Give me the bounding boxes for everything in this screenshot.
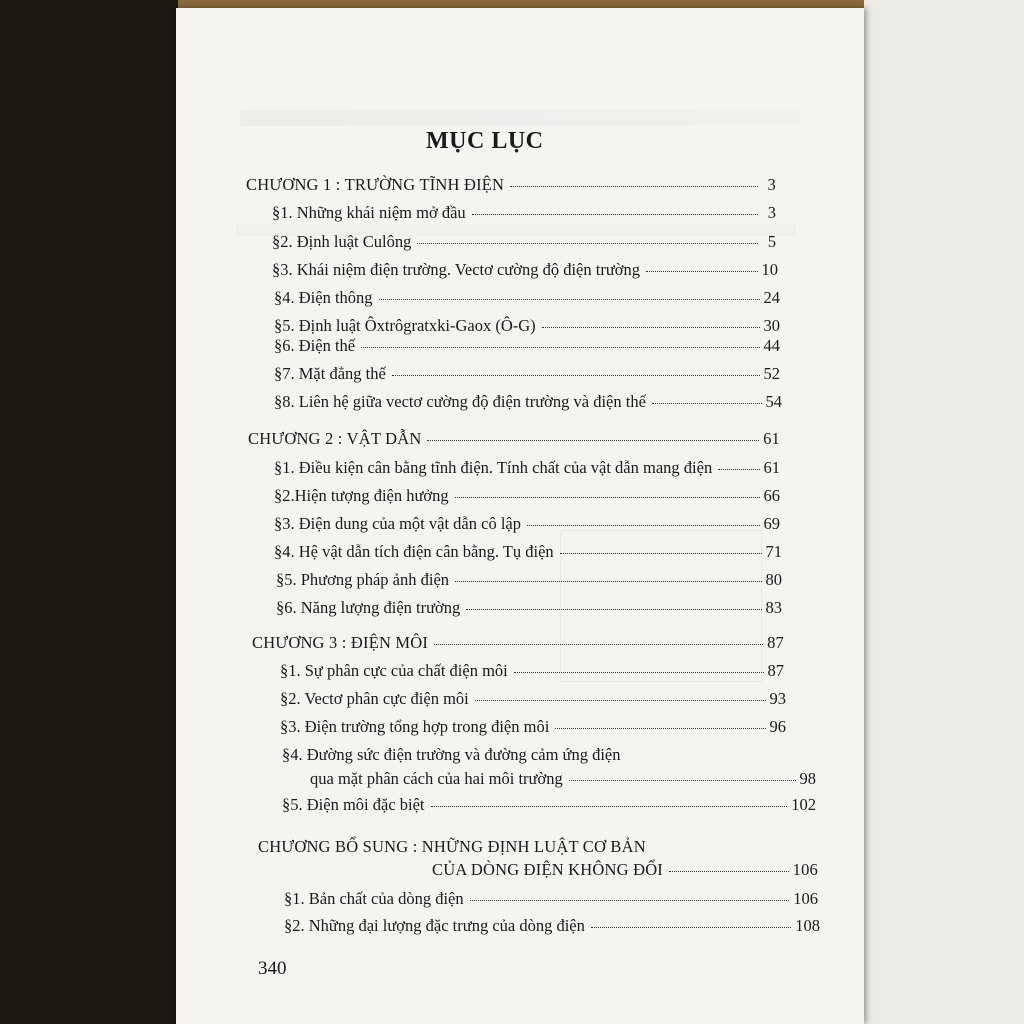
toc-section bbox=[284, 916, 820, 940]
dot-leader bbox=[472, 214, 758, 215]
toc-entry-label: CHƯƠNG 2 : VẬT DẪN bbox=[248, 429, 422, 448]
toc-section bbox=[274, 458, 780, 482]
toc-entry-label: §2.Hiện tượng điện hưởng bbox=[274, 486, 449, 505]
page-number: 340 bbox=[258, 958, 287, 979]
toc-entry-label: §1. Bản chất của dòng điện bbox=[284, 889, 464, 908]
toc-section bbox=[274, 542, 782, 566]
dot-leader bbox=[455, 581, 761, 582]
toc-section bbox=[272, 203, 776, 227]
toc-entry-label: §1. Sự phân cực của chất điện môi bbox=[280, 661, 508, 680]
toc-section bbox=[276, 598, 782, 622]
toc-page-number: 71 bbox=[765, 542, 782, 561]
toc-entry-label: §6. Điện thế bbox=[274, 336, 356, 355]
toc-entry-label: §1. Những khái niệm mở đầu bbox=[272, 203, 466, 222]
toc-page-number: 3 bbox=[767, 203, 776, 222]
toc-page-number: 61 bbox=[763, 458, 780, 477]
dot-leader bbox=[718, 469, 759, 470]
toc-section bbox=[276, 570, 782, 594]
toc-page-number: 52 bbox=[763, 364, 780, 383]
toc-section-label: §4. Đường sức điện trường và đường cảm ứng điện bbox=[282, 745, 621, 764]
toc-page-number: 3 bbox=[767, 175, 776, 194]
toc-entry-label: §8. Liên hệ giữa vectơ cường độ điện trường và điện thế bbox=[274, 392, 646, 411]
toc-page-number: 108 bbox=[795, 916, 820, 935]
dot-leader bbox=[417, 243, 758, 244]
dot-leader bbox=[555, 728, 765, 729]
toc-section bbox=[274, 288, 780, 312]
toc-section bbox=[280, 661, 784, 685]
toc-page-number: 106 bbox=[792, 860, 818, 879]
toc-page-number: 10 bbox=[761, 260, 778, 279]
toc-entry-label: §2. Vectơ phân cực điện môi bbox=[280, 689, 469, 708]
dot-leader bbox=[652, 403, 762, 404]
toc-entry-label: §4. Hệ vật dẫn tích điện cân bằng. Tụ điện bbox=[274, 542, 554, 561]
toc-entry-label: §3. Điện trường tổng hợp trong điện môi bbox=[280, 717, 550, 736]
dot-leader bbox=[431, 806, 788, 807]
toc-section bbox=[272, 260, 778, 284]
toc-entry-label: §5. Phương pháp ảnh điện bbox=[276, 570, 450, 589]
toc-page-number: 96 bbox=[769, 717, 786, 736]
dot-leader bbox=[361, 347, 759, 348]
toc-page-number: 54 bbox=[765, 392, 782, 411]
toc-entry-label: §5. Điện môi đặc biệt bbox=[282, 795, 425, 814]
toc-page-number: 24 bbox=[763, 288, 780, 307]
toc-section bbox=[274, 336, 780, 360]
toc-section bbox=[282, 795, 816, 819]
toc-page-number: 80 bbox=[765, 570, 782, 589]
toc-entry-label: CHƯƠNG 1 : TRƯỜNG TĨNH ĐIỆN bbox=[246, 175, 505, 194]
dot-leader bbox=[434, 644, 763, 645]
toc-section bbox=[284, 889, 818, 913]
dot-leader bbox=[542, 327, 760, 328]
dot-leader bbox=[475, 700, 766, 701]
toc-entry-label: §2. Định luật Culông bbox=[272, 232, 412, 251]
toc-entry-label: §6. Năng lượng điện trường bbox=[276, 598, 461, 617]
dot-leader bbox=[392, 375, 760, 376]
toc-page-number: 93 bbox=[769, 689, 786, 708]
toc-entry-label: CHƯƠNG 3 : ĐIỆN MÔI bbox=[252, 633, 429, 652]
dot-leader bbox=[379, 299, 760, 300]
toc-entry-label: CỦA DÒNG ĐIỆN KHÔNG ĐỔI bbox=[432, 860, 663, 879]
toc-entry-label: qua mặt phân cách của hai môi trường bbox=[310, 769, 563, 788]
toc-section bbox=[274, 364, 780, 388]
toc-section bbox=[280, 717, 786, 741]
dot-leader bbox=[646, 271, 758, 272]
toc-chapter-label: CHƯƠNG BỔ SUNG : NHỮNG ĐỊNH LUẬT CƠ BẢN bbox=[258, 837, 646, 856]
dot-leader bbox=[560, 553, 762, 554]
toc-entry-label: §7. Mặt đẳng thế bbox=[274, 364, 386, 383]
toc-chapter bbox=[252, 633, 784, 657]
dot-leader bbox=[527, 525, 760, 526]
dot-leader bbox=[669, 871, 789, 872]
toc-chapter bbox=[432, 860, 818, 884]
toc-chapter bbox=[248, 429, 780, 453]
toc-page-number: 87 bbox=[767, 661, 784, 680]
toc-section bbox=[272, 232, 776, 256]
dot-leader bbox=[510, 186, 758, 187]
toc-page-number: 30 bbox=[763, 316, 780, 335]
toc-page-number: 5 bbox=[767, 232, 776, 251]
toc-entry-label: §2. Những đại lượng đặc trưng của dòng điện bbox=[284, 916, 585, 935]
dot-leader bbox=[569, 780, 796, 781]
toc-page-number: 83 bbox=[765, 598, 782, 617]
dot-leader bbox=[427, 440, 759, 441]
dot-leader bbox=[514, 672, 764, 673]
toc-chapter bbox=[246, 175, 776, 199]
toc-entry-label: §3. Điện dung của một vật dẫn cô lập bbox=[274, 514, 521, 533]
toc-section bbox=[274, 392, 782, 416]
toc-section bbox=[274, 514, 780, 538]
toc-section bbox=[310, 769, 816, 793]
toc-section bbox=[280, 689, 786, 713]
toc-entry-label: §4. Điện thông bbox=[274, 288, 373, 307]
toc-section bbox=[274, 486, 780, 510]
toc-page-number: 69 bbox=[763, 514, 780, 533]
dot-leader bbox=[455, 497, 760, 498]
toc-page-number: 87 bbox=[767, 633, 784, 652]
toc-page-number: 98 bbox=[799, 769, 816, 788]
dot-leader bbox=[591, 927, 791, 928]
toc-page-number: 66 bbox=[763, 486, 780, 505]
dot-leader bbox=[466, 609, 761, 610]
toc-page-number: 61 bbox=[763, 429, 780, 448]
page-title: MỤC LỤC bbox=[426, 128, 544, 154]
toc-page-number: 102 bbox=[791, 795, 816, 814]
toc-page-number: 44 bbox=[763, 336, 780, 355]
toc-entry-label: §1. Điều kiện cân bằng tĩnh điện. Tính chất của vật dẫn mang điện bbox=[274, 458, 713, 477]
toc-entry-label: §5. Định luật Ôxtrôgratxki-Gaox (Ô-G) bbox=[274, 316, 536, 335]
toc-entry-label: §3. Khái niệm điện trường. Vectơ cường độ điện trường bbox=[272, 260, 640, 279]
dot-leader bbox=[470, 900, 790, 901]
toc-page-number: 106 bbox=[793, 889, 818, 908]
